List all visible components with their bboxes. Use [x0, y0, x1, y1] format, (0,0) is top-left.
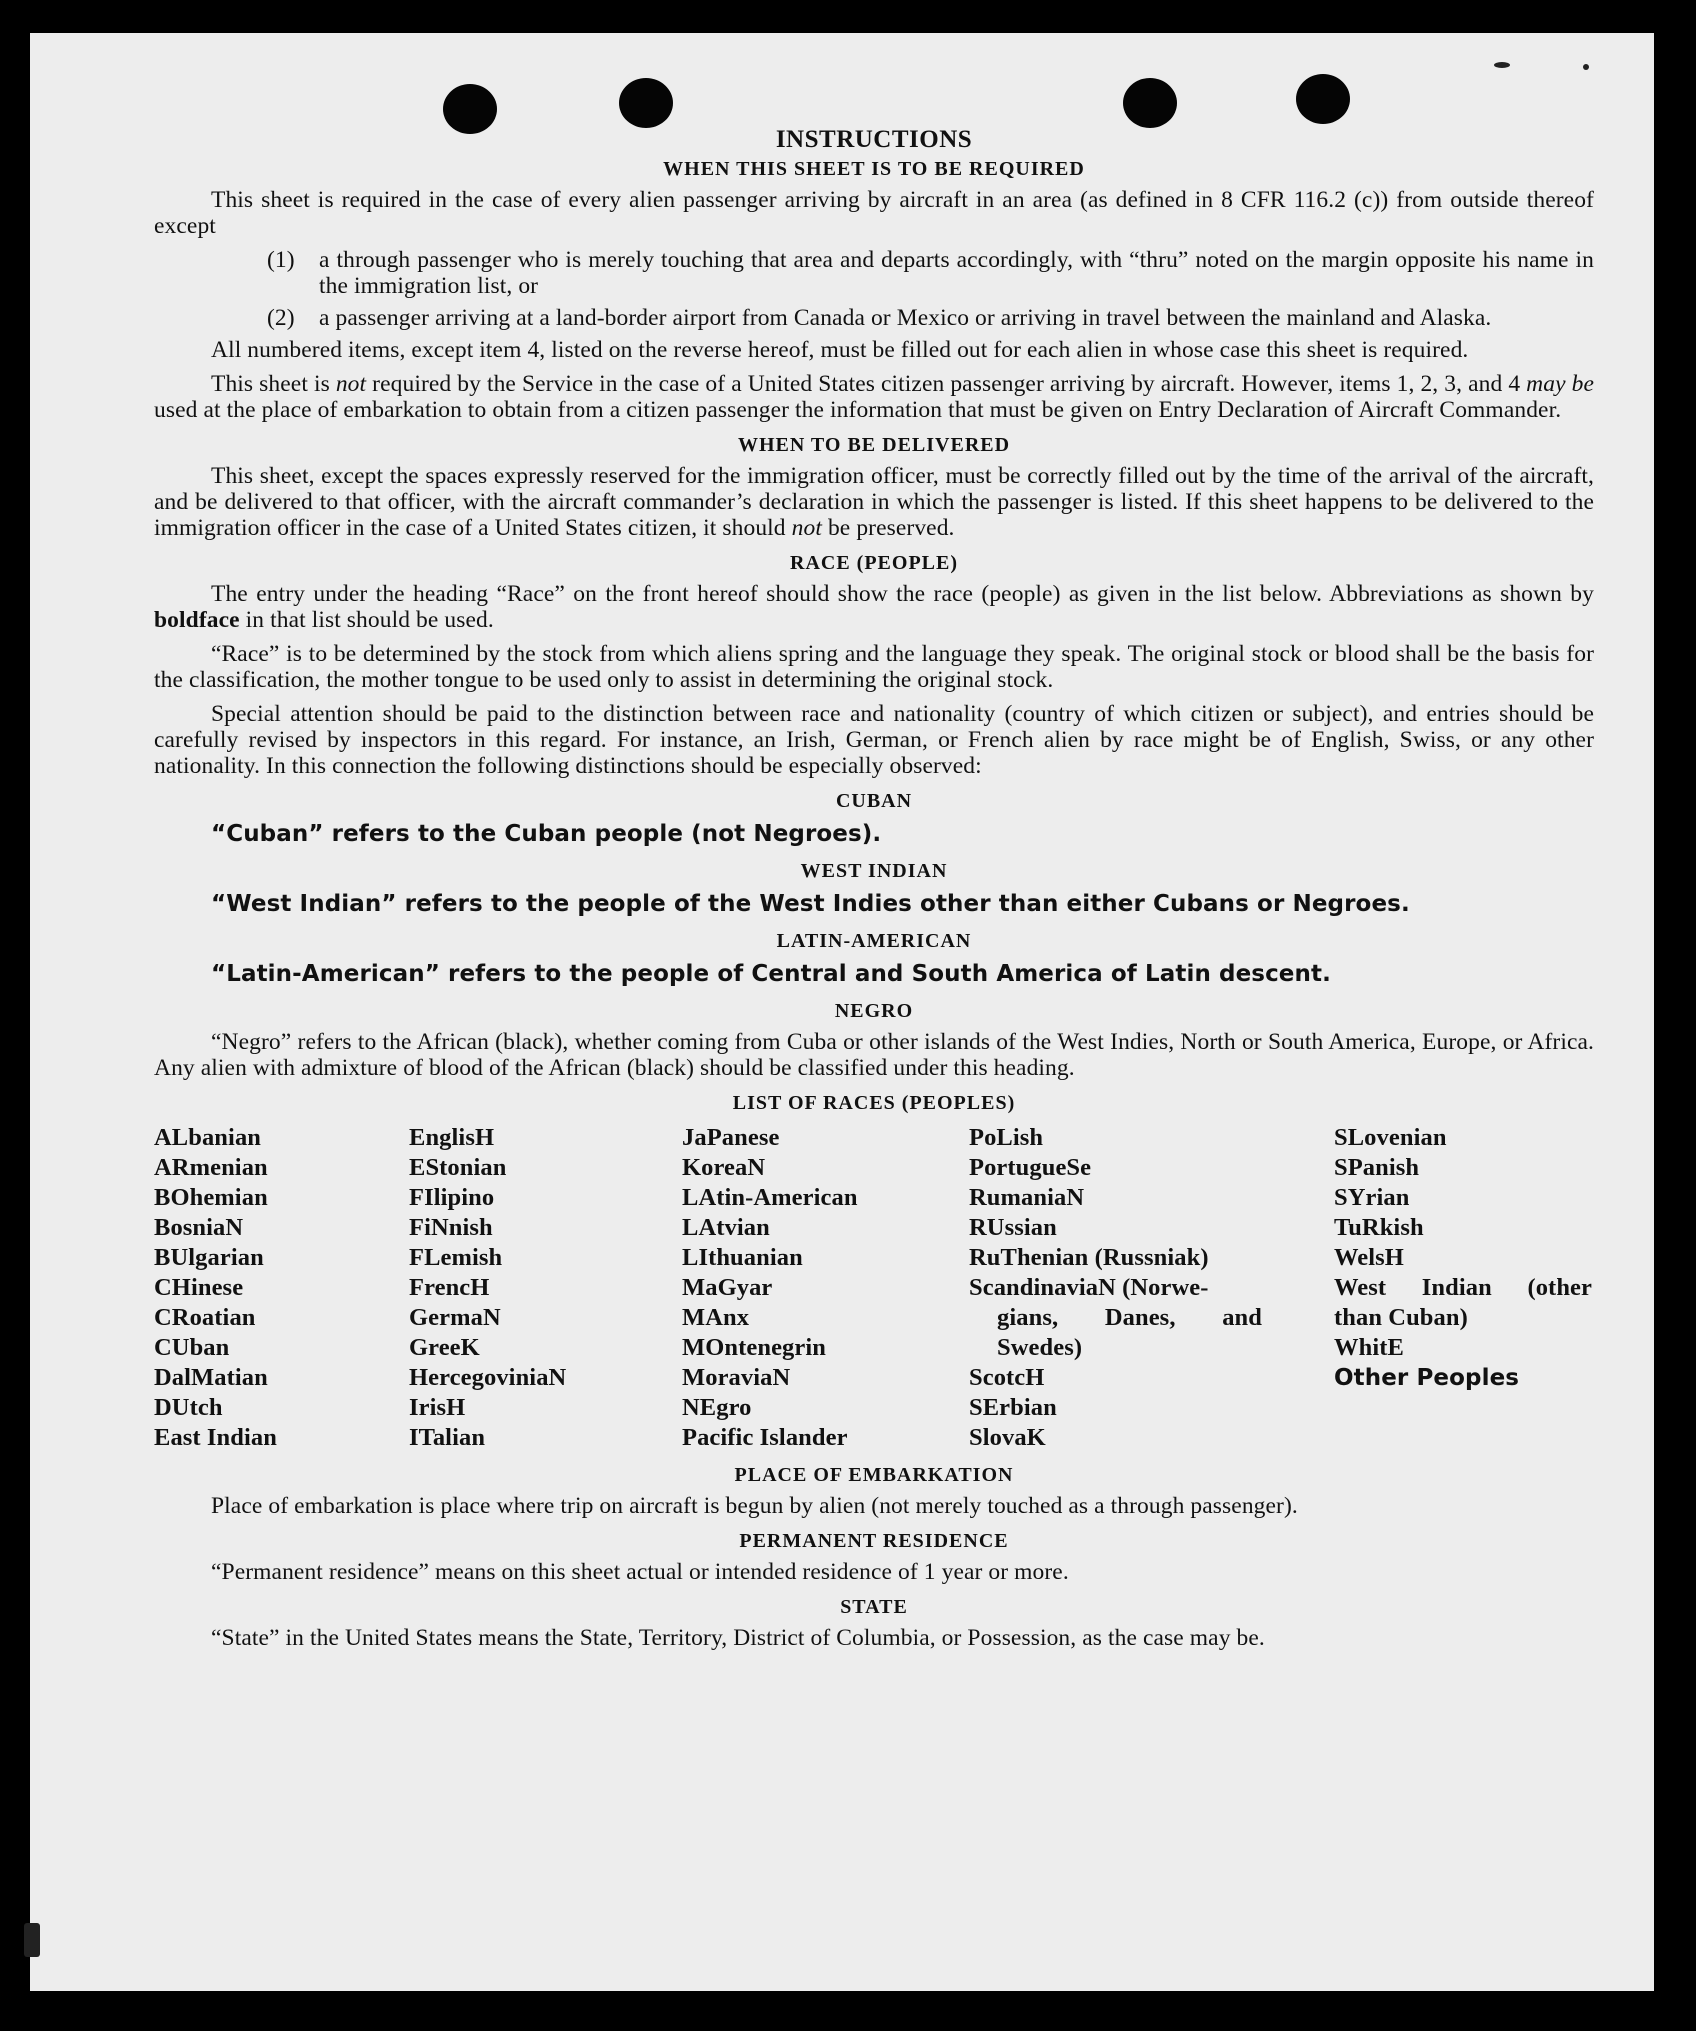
race-entry: RumaniaN [969, 1184, 1085, 1211]
page-title: INSTRUCTIONS [775, 126, 973, 153]
paragraph: The entry under the heading “Race” on the front hereof should show the race (people) as given in the list below. Abbreviations as shown by boldface in that list should be used. [154, 581, 1594, 633]
race-entry: LAtin-American [682, 1184, 858, 1211]
paragraph: This sheet is not required by the Service in the case of a United States citizen passenger arriving by aircraft. However, items 1, 2, 3, and 4 may be used at the place of embarkation to obtain from a citizen passenger the information that must be given on Entry Declaration of Aircraft Commander. [154, 371, 1594, 423]
race-entry: EStonian [409, 1154, 507, 1181]
scan-speck [1494, 62, 1510, 68]
punch-hole [1123, 78, 1177, 128]
race-entry: ScotcH [969, 1364, 1045, 1391]
race-entry: CRoatian [154, 1304, 256, 1331]
race-entry: ScandinaviaN (Norwe- [969, 1274, 1209, 1301]
race-entry: ARmenian [154, 1154, 268, 1181]
paragraph: This sheet is required in the case of every alien passenger arriving by aircraft in an area (as defined in 8 CFR 116.2 (c)) from outside thereof except [154, 187, 1594, 239]
races-list [154, 1123, 1594, 1453]
item-number: (2) [267, 305, 295, 331]
exception-item [267, 305, 1594, 331]
race-entry: FIlipino [409, 1184, 495, 1211]
race-entry: West Indian (other [1334, 1274, 1592, 1301]
item-text: a through passenger who is merely touching that area and departs accordingly, with “thru” noted on the margin opposite his name in the immigration list, or [319, 247, 1594, 299]
item-text: a passenger arriving at a land-border airport from Canada or Mexico or arriving in travel between the mainland and Alaska. [319, 305, 1492, 331]
races-column [1334, 1123, 1592, 1453]
race-entry: FLemish [409, 1244, 503, 1271]
definition-text: “Cuban” refers to the Cuban people (not Negroes). [211, 821, 882, 847]
race-entry: LIthuanian [682, 1244, 803, 1271]
punch-hole [619, 78, 673, 128]
section-heading: RACE (PEOPLE) [790, 552, 958, 574]
item-number: (1) [267, 247, 295, 273]
race-entry: GermaN [409, 1304, 501, 1331]
race-entry: DUtch [154, 1394, 223, 1421]
race-entry: than Cuban) [1334, 1304, 1468, 1331]
race-entry: DalMatian [154, 1364, 268, 1391]
race-entry: SPanish [1334, 1154, 1420, 1181]
race-entry: IrisH [409, 1394, 466, 1421]
paragraph: “Permanent residence” means on this sheet actual or intended residence of 1 year or more. [211, 1559, 1069, 1585]
race-entry: RuThenian (Russniak) [969, 1244, 1209, 1271]
race-entry: RUssian [969, 1214, 1057, 1241]
race-entry: TuRkish [1334, 1214, 1424, 1241]
paragraph: Place of embarkation is place where trip on aircraft is begun by alien (not merely touched as a through passenger). [211, 1493, 1298, 1519]
instructions-body [154, 125, 1594, 1659]
race-entry: FiNnish [409, 1214, 493, 1241]
race-entry: JaPanese [682, 1124, 780, 1151]
race-entry: Other Peoples [1334, 1365, 1520, 1391]
race-entry: HercegoviniaN [409, 1364, 567, 1391]
section-heading: PERMANENT RESIDENCE [739, 1530, 1009, 1552]
race-entry: SErbian [969, 1394, 1057, 1421]
races-column [154, 1123, 409, 1453]
race-entry: gians, Danes, and [997, 1304, 1262, 1331]
race-entry: LAtvian [682, 1214, 770, 1241]
race-entry: SlovaK [969, 1424, 1046, 1451]
race-entry: EnglisH [409, 1124, 495, 1151]
section-heading: CUBAN [835, 790, 913, 812]
section-heading: STATE [840, 1596, 908, 1618]
races-column [969, 1123, 1262, 1453]
section-heading: LATIN-AMERICAN [776, 930, 972, 952]
scan-speck [1583, 64, 1589, 70]
race-entry: BOhemian [154, 1184, 268, 1211]
definition-text: “West Indian” refers to the people of the West Indies other than either Cubans or Negroes. [211, 891, 1410, 917]
paragraph: “Race” is to be determined by the stock from which aliens spring and the language they speak. The original stock or blood shall be the basis for the classification, the mother tongue to be used only to assist in determining the original stock. [154, 641, 1594, 693]
section-heading: WHEN TO BE DELIVERED [737, 434, 1011, 456]
punch-hole [1296, 74, 1350, 124]
section-heading: WHEN THIS SHEET IS TO BE REQUIRED [663, 158, 1085, 180]
document-sheet [30, 33, 1654, 1991]
race-entry: MoraviaN [682, 1364, 791, 1391]
race-entry: MaGyar [682, 1274, 773, 1301]
race-entry: WhitE [1334, 1334, 1404, 1361]
race-entry: CHinese [154, 1274, 244, 1301]
section-heading: NEGRO [834, 1000, 914, 1022]
race-entry: BosniaN [154, 1214, 244, 1241]
races-column [682, 1123, 969, 1453]
race-entry: WelsH [1334, 1244, 1404, 1271]
race-entry: ITalian [409, 1424, 486, 1451]
race-entry: ALbanian [154, 1124, 262, 1151]
race-entry: PoLish [969, 1124, 1044, 1151]
section-heading: WEST INDIAN [800, 860, 948, 882]
race-entry: SYrian [1334, 1184, 1410, 1211]
paragraph: “State” in the United States means the State, Territory, District of Columbia, or Possession, as the case may be. [211, 1625, 1265, 1651]
paragraph: This sheet, except the spaces expressly reserved for the immigration officer, must be correctly filled out by the time of the arrival of the aircraft, and be delivered to that officer, with the aircraft commander’s declaration in which the passenger is listed. If this sheet happens to be delivered to the immigration officer in the case of a United States citizen, it should not be preserved. [154, 463, 1594, 541]
race-entry: PortugueSe [969, 1154, 1092, 1181]
race-entry: KoreaN [682, 1154, 766, 1181]
race-entry: MOntenegrin [682, 1334, 826, 1361]
definition-text: “Latin-American” refers to the people of Central and South America of Latin descent. [211, 961, 1331, 987]
paragraph: Special attention should be paid to the distinction between race and nationality (country of which citizen or subject), and entries should be carefully revised by inspectors in this regard. For instance, an Irish, German, or French alien by race might be of English, Swiss, or any other nationality. In this connection the following distinctions should be especially observed: [154, 701, 1594, 779]
paragraph: All numbered items, except item 4, listed on the reverse hereof, must be filled out for each alien in whose case this sheet is required. [211, 337, 1469, 363]
race-entry: East Indian [154, 1424, 277, 1451]
race-entry: NEgro [682, 1394, 752, 1421]
race-entry: SLovenian [1334, 1124, 1447, 1151]
exception-item [267, 247, 1594, 299]
paragraph: “Negro” refers to the African (black), whether coming from Cuba or other islands of the West Indies, North or South America, Europe, or Africa. Any alien with admixture of blood of the African (black) should be classified under this heading. [154, 1029, 1594, 1081]
section-heading: PLACE OF EMBARKATION [734, 1464, 1014, 1486]
race-entry: FrencH [409, 1274, 490, 1301]
races-column [409, 1123, 682, 1453]
race-entry: Pacific Islander [682, 1424, 848, 1451]
race-entry: CUban [154, 1334, 230, 1361]
race-entry: Swedes) [997, 1334, 1083, 1361]
race-entry: GreeK [409, 1334, 480, 1361]
scan-speck [24, 1923, 40, 1957]
race-entry: MAnx [682, 1304, 750, 1331]
race-entry: BUlgarian [154, 1244, 264, 1271]
section-heading: LIST OF RACES (PEOPLES) [732, 1092, 1016, 1114]
